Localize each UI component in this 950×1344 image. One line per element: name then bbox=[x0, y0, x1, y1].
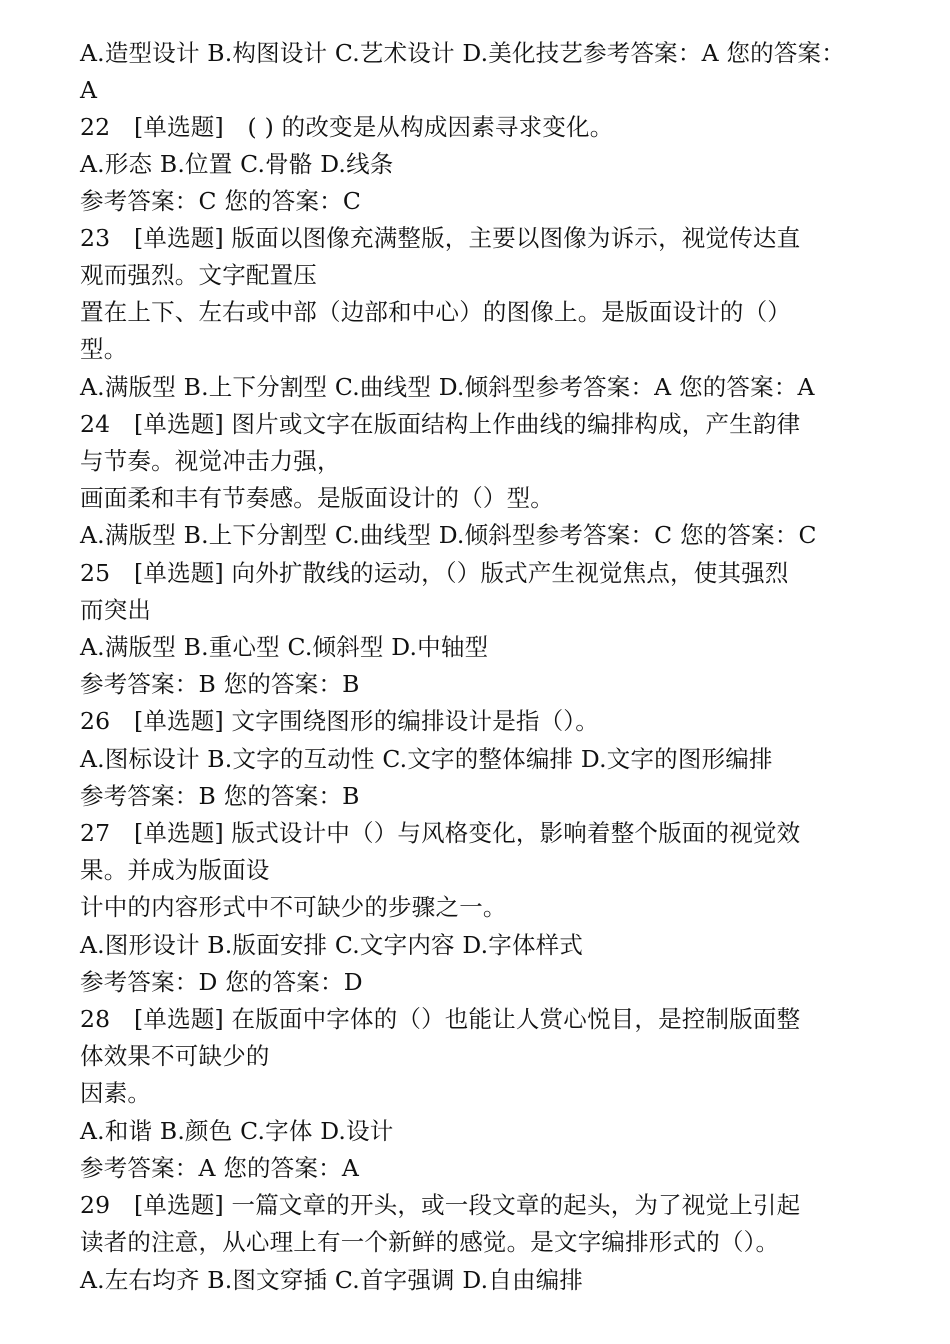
question-26-options: A.图标设计 B.文字的互动性 C.文字的整体编排 D.文字的图形编排 bbox=[80, 745, 773, 773]
text-line: 置在上下、左右或中部（边部和中心）的图像上。是版面设计的（） bbox=[80, 298, 791, 326]
text-line: A.造型设计 B.构图设计 C.艺术设计 D.美化技艺参考答案：A 您的答案： bbox=[80, 39, 845, 67]
text-line: 读者的注意，从心理上有一个新鲜的感觉。是文字编排形式的（）。 bbox=[80, 1228, 780, 1256]
text-line: 观而强烈。文字配置压 bbox=[80, 261, 317, 289]
text-line: 与节奏。视觉冲击力强， bbox=[80, 447, 341, 475]
question-29-stem: 29 [单选题] 一篇文章的开头，或一段文章的起头，为了视觉上引起 bbox=[80, 1191, 801, 1219]
question-27-options: A.图形设计 B.版面安排 C.文字内容 D.字体样式 bbox=[80, 931, 584, 959]
question-28-answer: 参考答案：A 您的答案：A bbox=[80, 1154, 360, 1182]
question-28-stem: 28 [单选题] 在版面中字体的（）也能让人赏心悦目，是控制版面整 bbox=[80, 1005, 801, 1033]
question-26-stem: 26 [单选题] 文字围绕图形的编排设计是指（）。 bbox=[80, 707, 599, 735]
question-23-options-answer: A.满版型 B.上下分割型 C.曲线型 D.倾斜型参考答案：A 您的答案：A bbox=[80, 373, 815, 401]
question-25-options: A.满版型 B.重心型 C.倾斜型 D.中轴型 bbox=[80, 633, 489, 661]
question-29-options: A.左右均齐 B.图文穿插 C.首字强调 D.自由编排 bbox=[80, 1266, 584, 1294]
question-22-options: A.形态 B.位置 C.骨骼 D.线条 bbox=[80, 150, 394, 178]
text-line: 画面柔和丰有节奏感。是版面设计的（）型。 bbox=[80, 484, 554, 512]
question-27-answer: 参考答案：D 您的答案：D bbox=[80, 968, 363, 996]
text-line: 计中的内容形式中不可缺少的步骤之一。 bbox=[80, 893, 507, 921]
question-22-answer: 参考答案：C 您的答案：C bbox=[80, 187, 362, 215]
question-24-stem: 24 [单选题] 图片或文字在版面结构上作曲线的编排构成，产生韵律 bbox=[80, 410, 801, 438]
question-27-stem: 27 [单选题] 版式设计中（）与风格变化，影响着整个版面的视觉效 bbox=[80, 819, 801, 847]
text-line: A bbox=[80, 76, 98, 104]
question-23-stem: 23 [单选题] 版面以图像充满整版，主要以图像为诉示，视觉传达直 bbox=[80, 224, 801, 252]
question-24-options-answer: A.满版型 B.上下分割型 C.曲线型 D.倾斜型参考答案：C 您的答案：C bbox=[80, 521, 817, 549]
text-line: 体效果不可缺少的 bbox=[80, 1042, 270, 1070]
question-26-answer: 参考答案：B 您的答案：B bbox=[80, 782, 360, 810]
text-line: 果。并成为版面设 bbox=[80, 856, 270, 884]
text-line: 而突出 bbox=[80, 596, 152, 624]
question-28-options: A.和谐 B.颜色 C.字体 D.设计 bbox=[80, 1117, 394, 1145]
text-line: 因素。 bbox=[80, 1079, 152, 1107]
question-22-stem: 22 [单选题] ( ) 的改变是从构成因素寻求变化。 bbox=[80, 113, 614, 141]
question-25-answer: 参考答案：B 您的答案：B bbox=[80, 670, 360, 698]
text-line: 型。 bbox=[80, 335, 128, 363]
question-25-stem: 25 [单选题] 向外扩散线的运动，（）版式产生视觉焦点，使其强烈 bbox=[80, 559, 789, 587]
